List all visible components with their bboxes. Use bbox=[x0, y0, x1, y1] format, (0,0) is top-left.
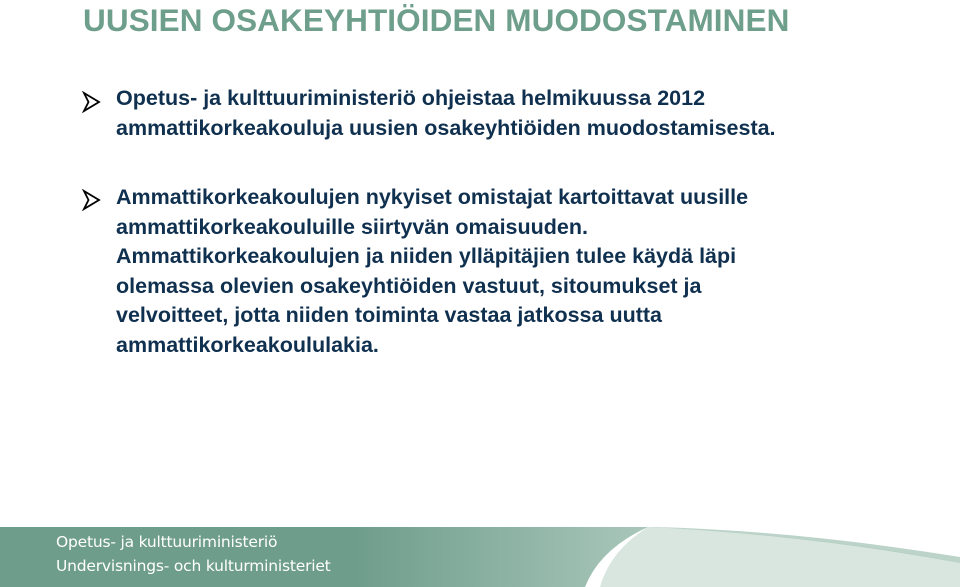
ministry-name-finnish: Opetus- ja kulttuuriministeriö bbox=[56, 533, 278, 551]
bullet-line: ammattikorkeakouluille siirtyvän omaisuuden. bbox=[116, 214, 588, 239]
bullet-item-owners bbox=[116, 183, 946, 360]
bullet-line: olemassa olevien osakeyhtiöiden vastuut, sitoumukset ja bbox=[116, 273, 702, 298]
bullet-item-directive bbox=[116, 84, 946, 143]
bullet-line: Ammattikorkeakoulujen ja niiden ylläpitäjien tulee käydä läpi bbox=[116, 244, 737, 268]
arrowhead-bullet-icon bbox=[80, 91, 102, 113]
bullet-line: Ammattikorkeakoulujen nykyiset omistajat kartoittavat uusille bbox=[116, 185, 749, 209]
bullet-line: ammattikorkeakouluja uusien osakeyhtiöiden muodostamisesta. bbox=[116, 115, 776, 140]
bullet-line: Opetus- ja kulttuuriministeriö ohjeistaa helmikuussa 2012 bbox=[116, 86, 706, 110]
ministry-footer bbox=[0, 527, 960, 587]
bullet-line: velvoitteet, jotta niiden toiminta vastaa jatkossa uutta bbox=[116, 303, 662, 327]
arrowhead-bullet-icon bbox=[80, 189, 102, 211]
ministry-name-swedish: Undervisnings- och kulturministeriet bbox=[56, 557, 331, 575]
slide-title: UUSIEN OSAKEYHTIÖIDEN MUODOSTAMINEN bbox=[83, 2, 790, 38]
bullet-line: ammattikorkeakoululakia. bbox=[116, 332, 379, 357]
